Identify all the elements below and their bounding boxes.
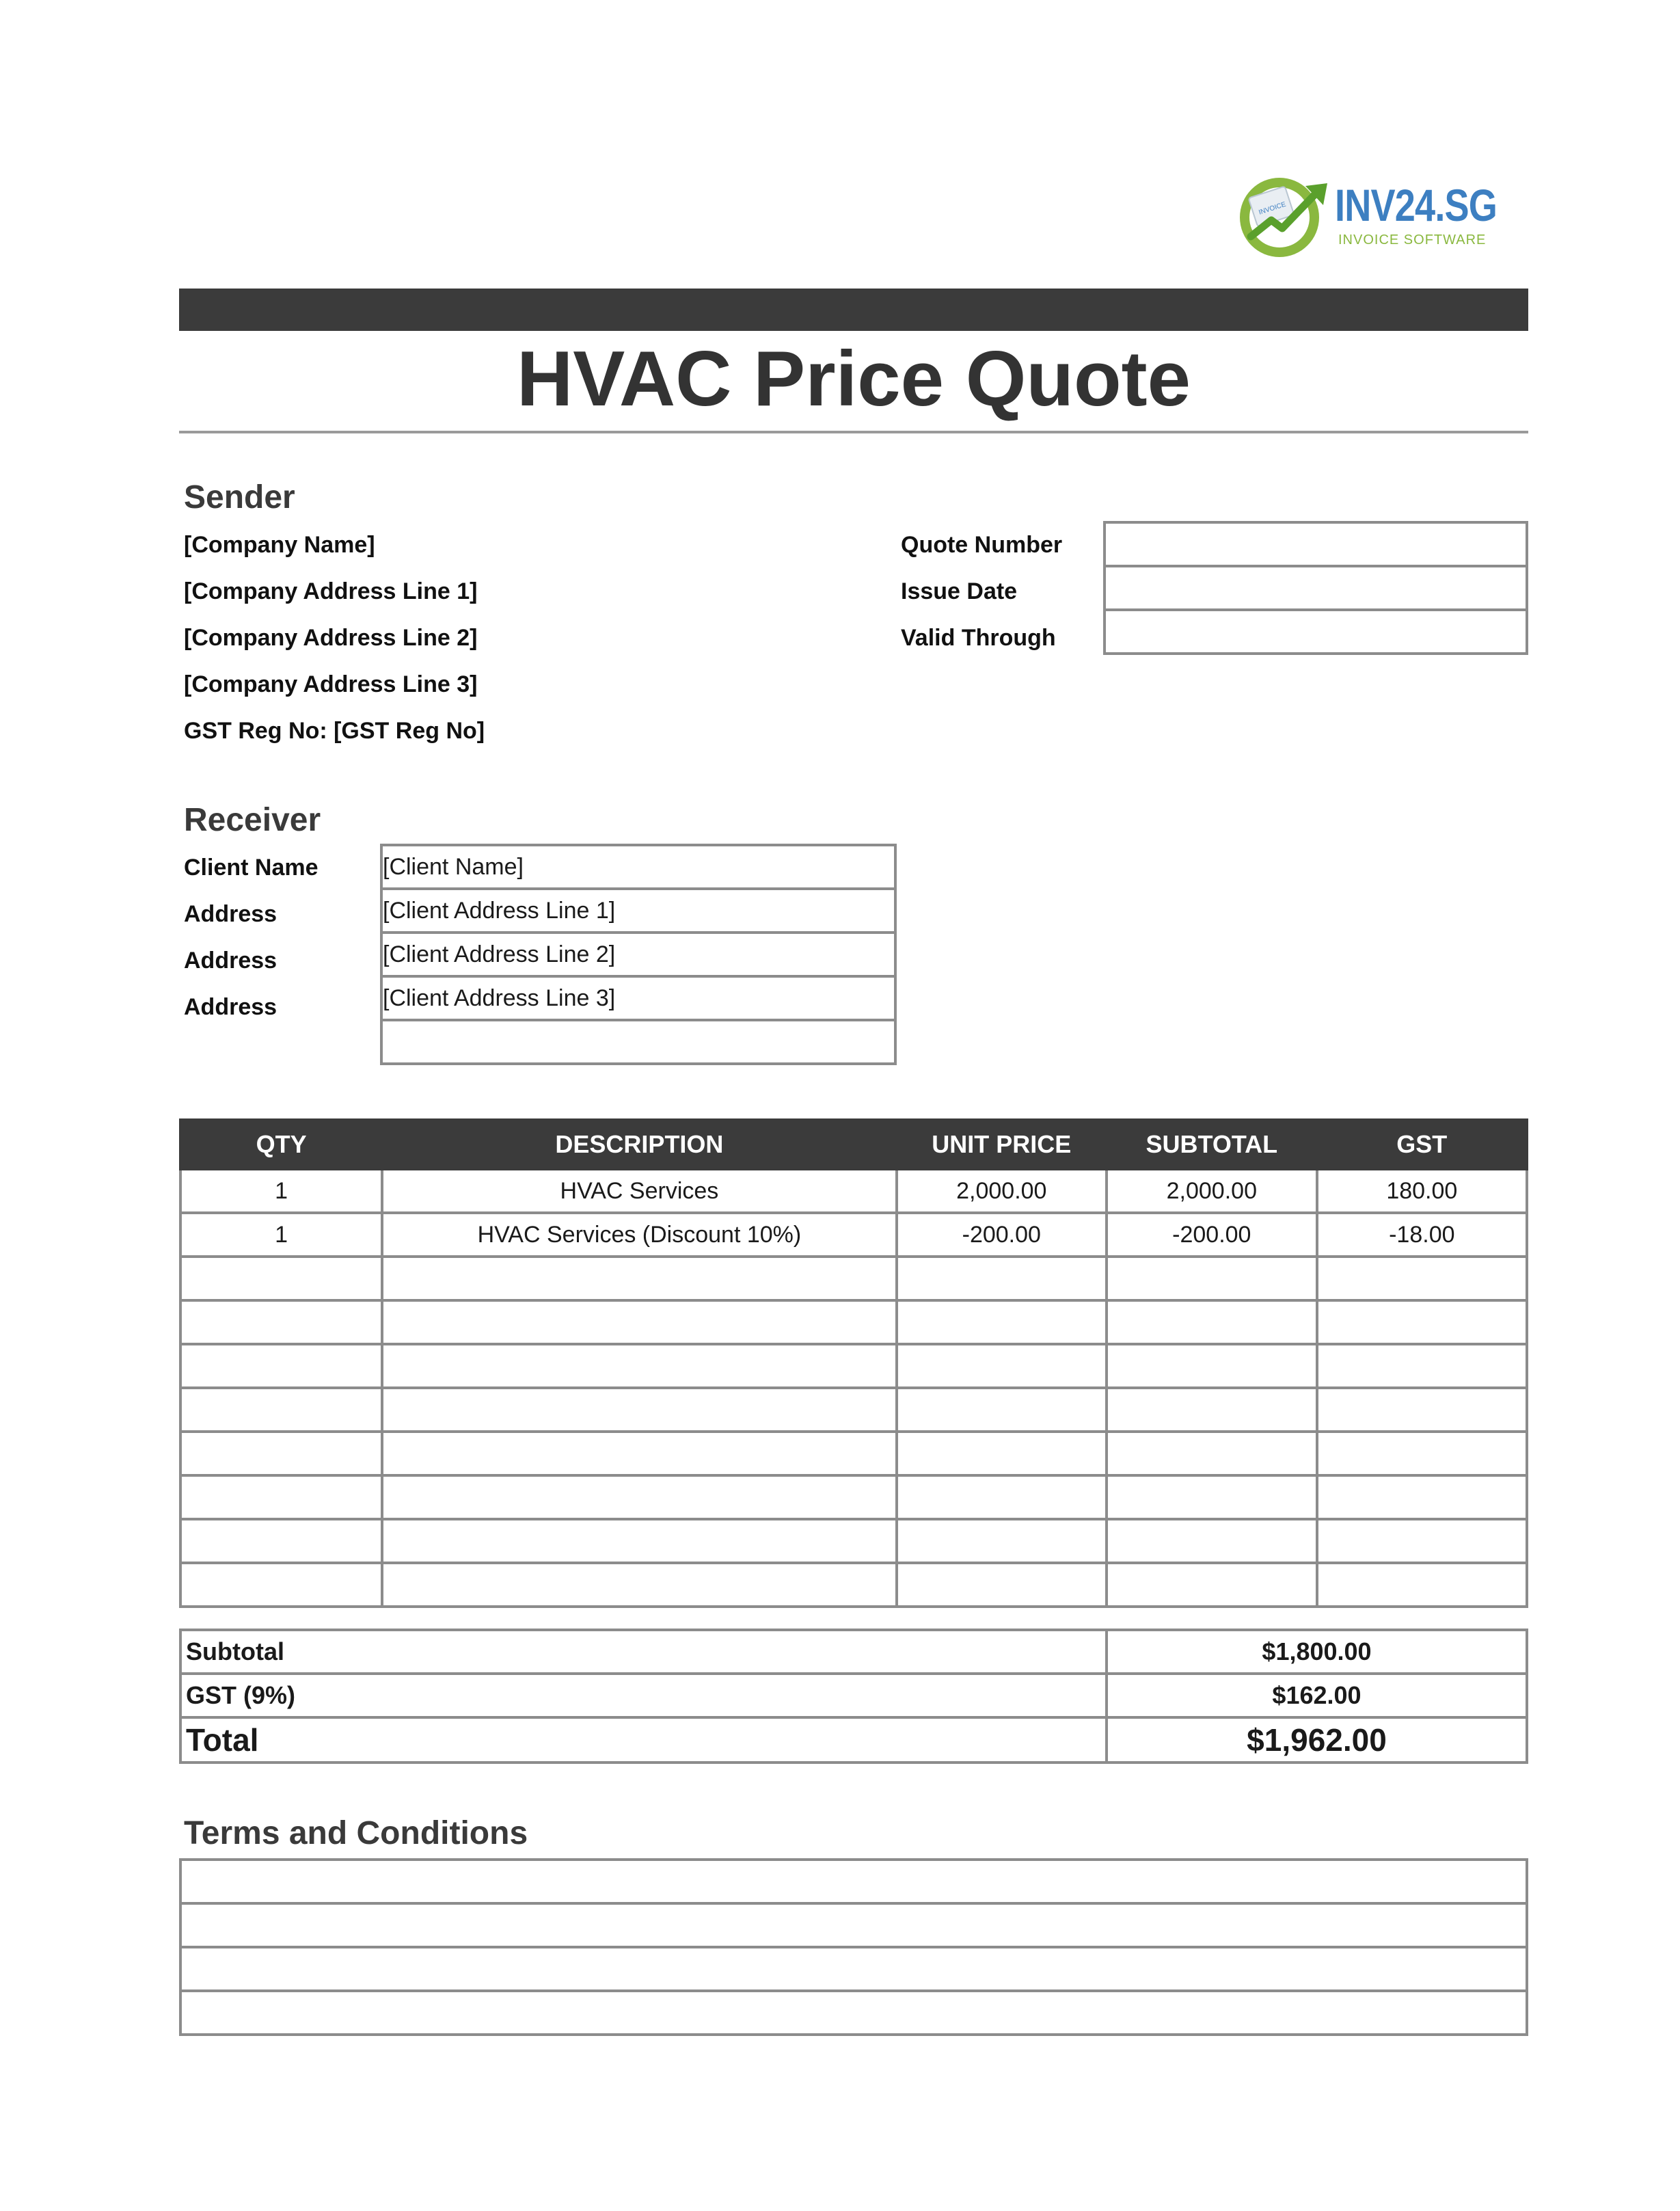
issue-date-field[interactable]: [1105, 566, 1527, 610]
totals-table: [179, 1629, 1528, 1764]
table-row: [180, 1563, 1527, 1607]
item-subtotal-cell[interactable]: [1107, 1257, 1317, 1300]
subtotal-value: $1,800.00: [1107, 1630, 1527, 1674]
sender-address-line-1: [Company Address Line 1]: [184, 578, 478, 604]
item-description-cell[interactable]: [382, 1475, 896, 1519]
item-subtotal-cell[interactable]: [1107, 1563, 1317, 1607]
item-qty-cell[interactable]: [180, 1300, 382, 1344]
item-gst-cell[interactable]: [1317, 1344, 1527, 1388]
client-address-line-3-field[interactable]: [Client Address Line 3]: [381, 976, 895, 1020]
item-description-cell[interactable]: HVAC Services: [382, 1169, 896, 1213]
item-subtotal-cell[interactable]: -200.00: [1107, 1213, 1317, 1257]
sender-heading: Sender: [184, 479, 295, 515]
address-label-3: Address: [184, 994, 277, 1020]
terms-line-3[interactable]: [180, 1947, 1527, 1991]
valid-through-field[interactable]: [1105, 610, 1527, 654]
item-gst-cell[interactable]: [1317, 1388, 1527, 1432]
terms-heading: Terms and Conditions: [184, 1815, 528, 1851]
client-address-line-2-field[interactable]: [Client Address Line 2]: [381, 933, 895, 976]
subtotal-label: Subtotal: [180, 1630, 1107, 1674]
logo-wordmark: INV24.SG: [1335, 180, 1498, 230]
total-row: [180, 1717, 1527, 1763]
item-qty-cell[interactable]: 1: [180, 1169, 382, 1213]
item-subtotal-cell[interactable]: [1107, 1344, 1317, 1388]
item-unit-price-cell[interactable]: [897, 1519, 1107, 1563]
item-description-cell[interactable]: [382, 1257, 896, 1300]
item-unit-price-cell[interactable]: 2,000.00: [897, 1169, 1107, 1213]
header-subtotal: SUBTOTAL: [1107, 1120, 1317, 1169]
header-description: DESCRIPTION: [382, 1120, 896, 1169]
table-row: [180, 1519, 1527, 1563]
valid-through-label: Valid Through: [901, 625, 1056, 651]
item-qty-cell[interactable]: [180, 1563, 382, 1607]
table-row: [180, 1344, 1527, 1388]
client-name-label: Client Name: [184, 855, 319, 881]
item-gst-cell[interactable]: 180.00: [1317, 1169, 1527, 1213]
line-items-table: [179, 1118, 1528, 1608]
table-row: [180, 1475, 1527, 1519]
header-qty: QTY: [180, 1120, 382, 1169]
sender-address-line-2: [Company Address Line 2]: [184, 625, 478, 651]
client-extra-field[interactable]: [381, 1020, 895, 1064]
terms-line-1[interactable]: [180, 1860, 1527, 1903]
item-gst-cell[interactable]: [1317, 1257, 1527, 1300]
quote-meta-table: [1103, 521, 1528, 655]
quote-number-field[interactable]: [1105, 522, 1527, 566]
item-unit-price-cell[interactable]: [897, 1257, 1107, 1300]
total-label: Total: [180, 1717, 1107, 1763]
line-items-header: [180, 1120, 1527, 1169]
item-description-cell[interactable]: [382, 1519, 896, 1563]
header-bar: [179, 289, 1528, 331]
gst-label: GST (9%): [180, 1674, 1107, 1717]
item-qty-cell[interactable]: 1: [180, 1213, 382, 1257]
table-row: [180, 1213, 1527, 1257]
item-subtotal-cell[interactable]: [1107, 1300, 1317, 1344]
total-value: $1,962.00: [1107, 1717, 1527, 1763]
address-label-1: Address: [184, 901, 277, 927]
header-gst: GST: [1317, 1120, 1527, 1169]
item-unit-price-cell[interactable]: [897, 1344, 1107, 1388]
item-gst-cell[interactable]: [1317, 1432, 1527, 1475]
issue-date-label: Issue Date: [901, 578, 1018, 604]
item-subtotal-cell[interactable]: [1107, 1519, 1317, 1563]
table-row: [180, 1257, 1527, 1300]
item-qty-cell[interactable]: [180, 1257, 382, 1300]
receiver-table: [380, 844, 897, 1065]
gst-value: $162.00: [1107, 1674, 1527, 1717]
item-subtotal-cell[interactable]: [1107, 1432, 1317, 1475]
item-subtotal-cell[interactable]: [1107, 1388, 1317, 1432]
item-description-cell[interactable]: [382, 1432, 896, 1475]
svg-text:INVOICE: INVOICE: [1258, 200, 1287, 217]
item-qty-cell[interactable]: [180, 1344, 382, 1388]
table-row: [180, 1432, 1527, 1475]
item-unit-price-cell[interactable]: [897, 1388, 1107, 1432]
item-qty-cell[interactable]: [180, 1475, 382, 1519]
item-subtotal-cell[interactable]: 2,000.00: [1107, 1169, 1317, 1213]
item-description-cell[interactable]: [382, 1388, 896, 1432]
company-logo: [1237, 171, 1497, 260]
client-name-field[interactable]: [Client Name]: [381, 845, 895, 889]
item-description-cell[interactable]: HVAC Services (Discount 10%): [382, 1213, 896, 1257]
item-unit-price-cell[interactable]: [897, 1300, 1107, 1344]
gst-row: [180, 1674, 1527, 1717]
item-description-cell[interactable]: [382, 1563, 896, 1607]
subtotal-row: [180, 1630, 1527, 1674]
item-unit-price-cell[interactable]: [897, 1432, 1107, 1475]
sender-company-name: [Company Name]: [184, 532, 375, 558]
title-divider: [179, 431, 1528, 433]
item-qty-cell[interactable]: [180, 1432, 382, 1475]
terms-table: [179, 1858, 1528, 2036]
table-row: [180, 1169, 1527, 1213]
receiver-heading: Receiver: [184, 802, 321, 838]
sender-gst-reg: GST Reg No: [GST Reg No]: [184, 718, 485, 744]
table-row: [180, 1388, 1527, 1432]
logo-mark-icon: [1237, 171, 1333, 260]
item-qty-cell[interactable]: [180, 1519, 382, 1563]
terms-line-2[interactable]: [180, 1903, 1527, 1947]
item-gst-cell[interactable]: [1317, 1519, 1527, 1563]
header-unit-price: UNIT PRICE: [897, 1120, 1107, 1169]
client-address-line-1-field[interactable]: [Client Address Line 1]: [381, 889, 895, 933]
item-gst-cell[interactable]: [1317, 1475, 1527, 1519]
item-description-cell[interactable]: [382, 1300, 896, 1344]
item-description-cell[interactable]: [382, 1344, 896, 1388]
item-gst-cell[interactable]: -18.00: [1317, 1213, 1527, 1257]
quote-number-label: Quote Number: [901, 532, 1063, 558]
item-unit-price-cell[interactable]: [897, 1475, 1107, 1519]
table-row: [180, 1300, 1527, 1344]
address-label-2: Address: [184, 948, 277, 974]
item-subtotal-cell[interactable]: [1107, 1475, 1317, 1519]
document-title: HVAC Price Quote: [516, 336, 1191, 423]
item-qty-cell[interactable]: [180, 1388, 382, 1432]
logo-tagline: INVOICE SOFTWARE: [1338, 232, 1487, 247]
terms-line-4[interactable]: [180, 1991, 1527, 2035]
item-unit-price-cell[interactable]: -200.00: [897, 1213, 1107, 1257]
sender-address-line-3: [Company Address Line 3]: [184, 671, 478, 697]
item-unit-price-cell[interactable]: [897, 1563, 1107, 1607]
item-gst-cell[interactable]: [1317, 1563, 1527, 1607]
item-gst-cell[interactable]: [1317, 1300, 1527, 1344]
